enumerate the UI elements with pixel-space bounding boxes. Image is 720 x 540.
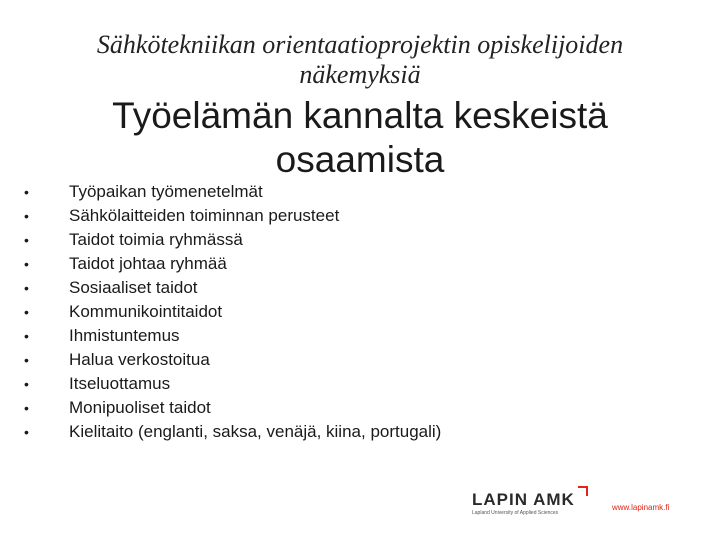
bullet-icon: • xyxy=(24,232,29,248)
slide-title xyxy=(40,94,680,182)
bullet-icon: • xyxy=(24,400,29,416)
bullet-item xyxy=(20,252,660,276)
bullet-text: Halua verkostoitua xyxy=(69,350,210,369)
bullet-icon: • xyxy=(24,328,29,344)
bullet-text: Sosiaaliset taidot xyxy=(69,278,198,297)
bullet-list xyxy=(20,180,660,444)
bullet-text: Työpaikan työmenetelmät xyxy=(69,182,263,201)
bullet-item xyxy=(20,372,660,396)
bullet-text: Ihmistuntemus xyxy=(69,326,180,345)
bullet-text: Sähkölaitteiden toiminnan perusteet xyxy=(69,206,340,225)
slide-subtitle xyxy=(40,30,680,90)
slide-title-line2: osaamista xyxy=(275,139,445,180)
bullet-icon: • xyxy=(24,208,29,224)
bullet-icon: • xyxy=(24,424,29,440)
lapin-amk-logo xyxy=(472,486,592,520)
bullet-item xyxy=(20,276,660,300)
bullet-item xyxy=(20,396,660,420)
bullet-text: Kommunikointitaidot xyxy=(69,302,223,321)
footer-url-link[interactable]: www.lapinamk.fi xyxy=(612,503,670,512)
bullet-item xyxy=(20,420,660,444)
bullet-icon: • xyxy=(24,304,29,320)
slide-subtitle-line1: Sähkötekniikan orientaatioprojektin opiskelijoiden xyxy=(96,30,624,59)
bullet-icon: • xyxy=(24,352,29,368)
slide-subtitle-line2: näkemyksiä xyxy=(299,60,421,89)
logo-bracket-icon xyxy=(578,486,588,496)
bullet-icon: • xyxy=(24,184,29,200)
slide-title-line1: Työelämän kannalta keskeistä xyxy=(112,95,608,136)
bullet-item xyxy=(20,228,660,252)
bullet-item xyxy=(20,300,660,324)
bullet-text: Itseluottamus xyxy=(69,374,171,393)
bullet-text: Monipuoliset taidot xyxy=(69,398,211,417)
bullet-icon: • xyxy=(24,256,29,272)
bullet-item xyxy=(20,204,660,228)
bullet-text: Taidot toimia ryhmässä xyxy=(69,230,243,249)
bullet-text: Taidot johtaa ryhmää xyxy=(69,254,227,273)
bullet-item xyxy=(20,180,660,204)
logo-subtext: Lapland University of Applied Sciences xyxy=(472,510,559,516)
bullet-item xyxy=(20,324,660,348)
bullet-icon: • xyxy=(24,376,29,392)
bullet-item xyxy=(20,348,660,372)
bullet-text: Kielitaito (englanti, saksa, venäjä, kiina, portugali) xyxy=(69,422,442,441)
logo-text: LAPIN AMK xyxy=(472,490,575,509)
bullet-icon: • xyxy=(24,280,29,296)
